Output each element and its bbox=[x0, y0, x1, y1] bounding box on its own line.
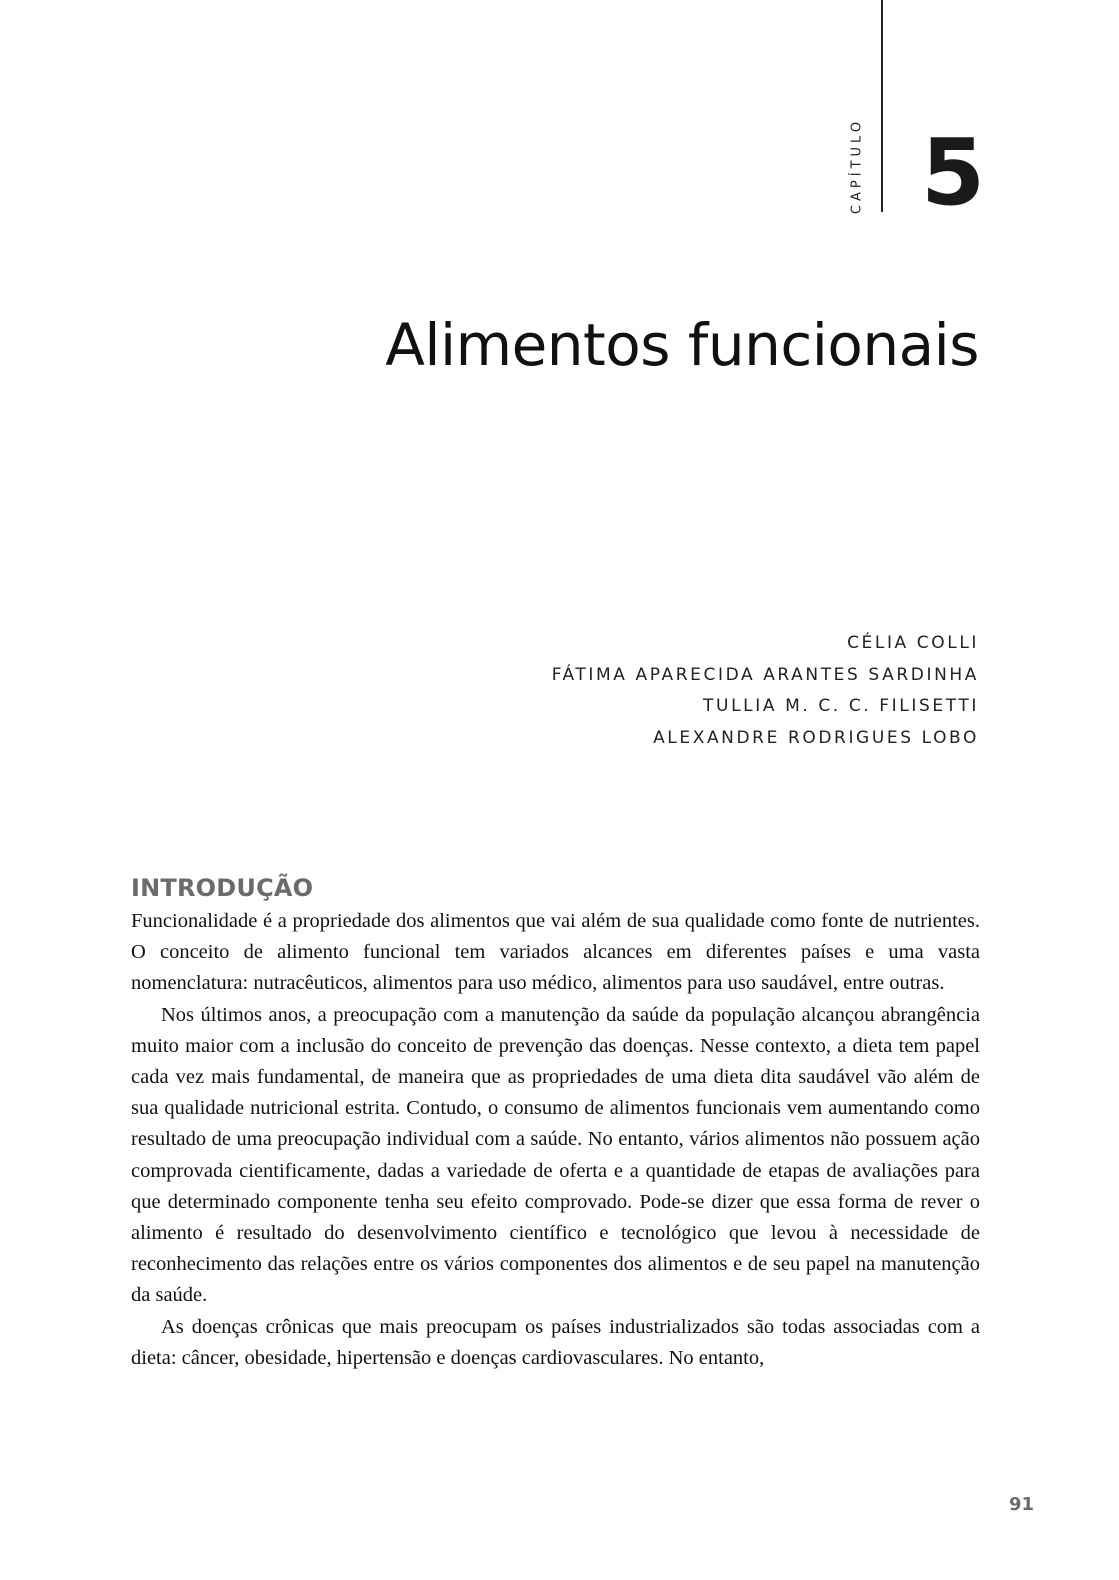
chapter-label: CAPÍTULO bbox=[849, 117, 865, 215]
body-text bbox=[131, 906, 980, 1374]
author-name: CÉLIA COLLI bbox=[847, 633, 979, 653]
paragraph: Funcionalidade é a propriedade dos alimentos que vai além de sua qualidade como fonte de nutrientes. O conceito de alimento funcional tem variados alcances em diferentes países e uma vasta nomenclatura: nutracêuticos, alimentos para uso médico, alimentos para uso saudável, entre outras. bbox=[131, 910, 980, 995]
author-name: ALEXANDRE RODRIGUES LOBO bbox=[653, 727, 979, 748]
chapter-divider-rule bbox=[881, 0, 883, 212]
chapter-title: Alimentos funcionais bbox=[385, 311, 979, 379]
section-heading: INTRODUÇÃO bbox=[131, 874, 314, 902]
page-number: 91 bbox=[1008, 1494, 1034, 1515]
author-name: FÁTIMA APARECIDA ARANTES SARDINHA bbox=[551, 664, 979, 685]
chapter-number: 5 bbox=[920, 119, 985, 226]
author-list bbox=[552, 628, 979, 754]
paragraph: As doenças crônicas que mais preocupam os países industrializados são todas associadas com a dieta: câncer, obesidade, hipertensão e doenças cardiovasculares. No entanto, bbox=[131, 1315, 980, 1369]
author-name: TULLIA M. C. C. FILISETTI bbox=[703, 696, 979, 716]
paragraph: Nos últimos anos, a preocupação com a manutenção da saúde da população alcançou abrangência muito maior com a inclusão do conceito de prevenção das doenças. Nesse contexto, a dieta tem papel cada vez mais fundamental, de maneira que as propriedades de uma dieta dita saudável vão além de sua qualidade nutricional estrita. Contudo, o consumo de alimentos funcionais vem aumentando como resultado de uma preocupação individual com a saúde. No entanto, vários alimentos não possuem ação comprovada cientificamente, dadas a variedade de oferta e a quantidade de etapas de avaliações para que determinado componente tenha seu efeito comprovado. Pode-se dizer que essa forma de rever o alimento é resultado do desenvolvimento científico e tecnológico que levou à necessidade de reconhecimento das relações entre os vários componentes dos alimentos e de seu papel na manutenção da saúde. bbox=[131, 1003, 980, 1307]
